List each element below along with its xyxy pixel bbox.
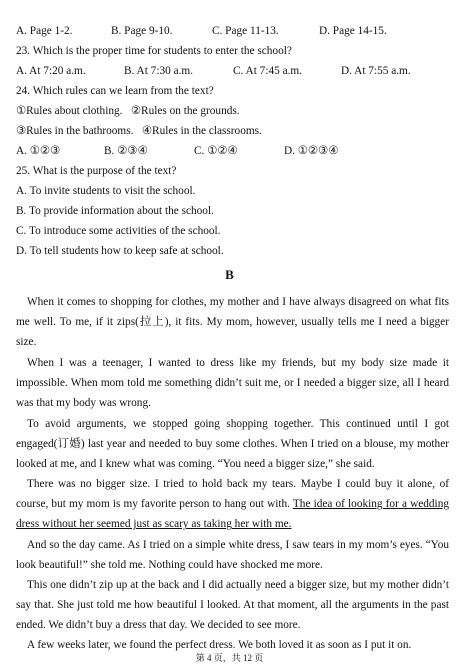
passage-paragraph-1: [16, 292, 449, 353]
passage-paragraph-5-text: And so the day came. As I tried on a simple white dress, I saw tears in my mom’s eyes. “You look beautiful!” she told me. Nothing could have shocked me more.: [16, 539, 449, 572]
q22-option-a: A. Page 1-2.: [16, 25, 73, 37]
section-title: B: [225, 267, 234, 282]
q24-option-b: B. ②③④: [104, 145, 148, 157]
q23-option-a: A. At 7:20 a.m.: [16, 65, 86, 77]
q22-options: [16, 24, 446, 38]
q24-option-d: D. ①②③④: [284, 145, 339, 157]
passage-paragraph-1-text: When it comes to shopping for clothes, my mother and I have always disagreed on what fits me well. To me, if it zips(拉上), it fits. My mom, however, usually tells me I need a bigger size.: [16, 296, 449, 349]
q23-option-b: B. At 7:30 a.m.: [124, 65, 194, 77]
q22-option-b: B. Page 9-10.: [111, 25, 173, 37]
q23-option-c: C. At 7:45 a.m.: [233, 65, 303, 77]
passage-paragraph-6: [16, 575, 449, 636]
q24-options: [16, 144, 446, 158]
q24-items-line2: ③Rules in the bathrooms. ④Rules in the classrooms.: [16, 125, 262, 137]
passage-paragraph-6-text: This one didn’t zip up at the back and I did actually need a bigger size, but my mother didn’t say that. She just told me how beautiful I looked. At that moment, all the arguments in the past ended. We didn’t buy a dress that day. We decided to see more.: [16, 579, 449, 632]
passage-paragraph-4-text: There was no bigger size. I tried to hold back my tears. Maybe I could buy it alone, of course, but my mom is my favorite person to hang out with.: [16, 478, 449, 511]
passage-underlined-sentence: The idea of looking for a wedding dress without her seemed just as scary as taking her with me.: [16, 498, 449, 531]
q24-items-line1: ①Rules about clothing. ②Rules on the grounds.: [16, 105, 240, 117]
passage-paragraph-2: [16, 353, 449, 414]
passage-paragraph-2-text: When I was a teenager, I wanted to dress like my friends, but my body size made it impossible. When mom told me something didn’t suit me, or I needed a bigger size, all I heard was that my body was wrong.: [16, 357, 449, 410]
q24-question: 24. Which rules can we learn from the text?: [16, 85, 214, 97]
passage-paragraph-4: [16, 474, 449, 535]
page-number-footer: 第 4 页，共 12 页: [195, 653, 264, 663]
q25-question: 25. What is the purpose of the text?: [16, 165, 177, 177]
q25-option-d: D. To tell students how to keep safe at school.: [16, 245, 224, 257]
q23-options: [16, 64, 446, 78]
q24-option-c: C. ①②④: [194, 145, 238, 157]
q22-option-d: D. Page 14-15.: [319, 25, 387, 37]
q25-option-c: C. To introduce some activities of the school.: [16, 225, 221, 237]
passage-paragraph-5: [16, 535, 449, 575]
q25-option-b: B. To provide information about the school.: [16, 205, 214, 217]
q25-option-a: A. To invite students to visit the school.: [16, 185, 196, 197]
q24-option-a: A. ①②③: [16, 145, 61, 157]
passage-paragraph-7-text: A few weeks later, we found the perfect dress. We both loved it as soon as I put it on.: [27, 639, 412, 651]
q23-question: 23. Which is the proper time for students to enter the school?: [16, 45, 292, 57]
passage-paragraph-3: [16, 414, 449, 475]
q23-option-d: D. At 7:55 a.m.: [341, 65, 411, 77]
passage-paragraph-3-text: To avoid arguments, we stopped going shopping together. This continued until I got engaged(订婚) last year and needed to buy some clothes. When I tried on a blouse, my mother looked at me, and I knew what was coming. “You need a bigger size,” she said.: [16, 418, 449, 471]
q22-option-c: C. Page 11-13.: [212, 25, 279, 37]
